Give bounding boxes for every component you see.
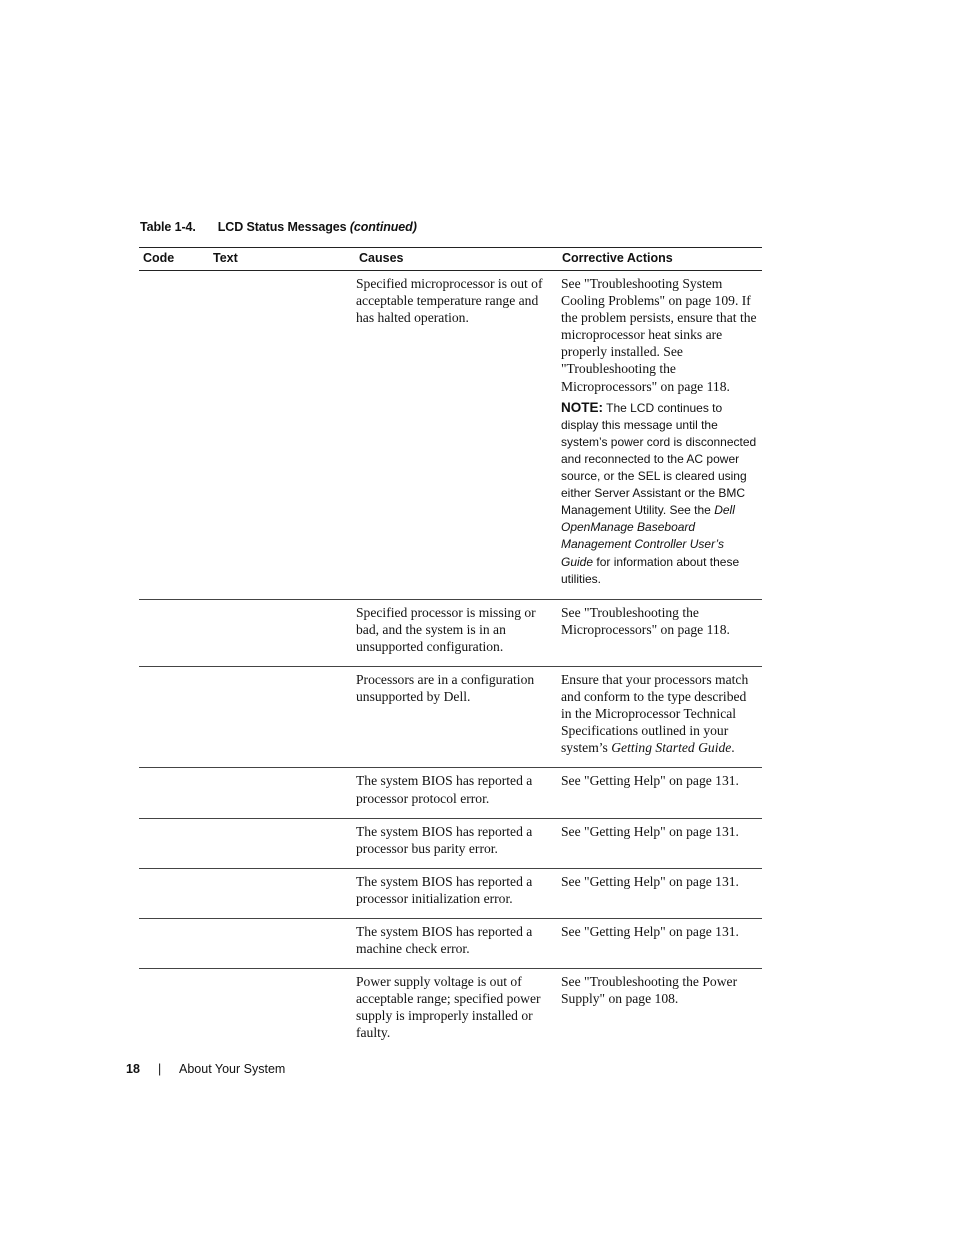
note-text-post: for information about these utilities. — [561, 554, 740, 586]
code-cell — [139, 919, 209, 969]
action-text: See "Troubleshooting System Cooling Problems" on page 109. If the problem persists, ensure that the microprocessor heat sinks are properly installed. See "Troubleshooting the Microprocessors" on page 118. — [561, 276, 757, 394]
lcd-status-messages-table — [139, 247, 762, 1053]
table-header-row — [139, 248, 762, 271]
action-cell: See "Getting Help" on page 131. — [558, 768, 762, 818]
table-row — [139, 599, 762, 666]
text-cell — [209, 599, 355, 666]
table-caption — [140, 220, 417, 234]
table-row — [139, 666, 762, 767]
action-text-post: . — [731, 740, 735, 756]
page-number: 18 — [126, 1062, 140, 1076]
note-guide-title: Dell OpenManage Baseboard Management Controller User’s Guide — [561, 503, 735, 569]
code-cell — [139, 666, 209, 767]
text-cell — [209, 818, 355, 868]
table-row — [139, 818, 762, 868]
text-cell — [209, 271, 355, 600]
note-label: NOTE: — [561, 399, 603, 415]
table-row — [139, 271, 762, 600]
table-row — [139, 868, 762, 918]
footer-separator: | — [158, 1062, 162, 1076]
cause-cell: Specified processor is missing or bad, and the system is in an unsupported configuration. — [355, 599, 558, 666]
text-cell — [209, 969, 355, 1053]
action-cell — [558, 271, 762, 600]
action-text-pre: Ensure that your processors match and conform to the type described in the Microprocessor Technical Specifications outlined in your system’s — [561, 671, 749, 756]
cause-cell: Specified microprocessor is out of acceptable temperature range and has halted operation. — [355, 271, 558, 600]
cause-cell: The system BIOS has reported a machine check error. — [355, 919, 558, 969]
cause-cell: Power supply voltage is out of acceptable range; specified power supply is improperly installed or faulty. — [356, 974, 541, 1041]
table-caption-title: LCD Status Messages — [217, 220, 347, 234]
table-caption-continued: (continued) — [349, 220, 417, 234]
cause-cell: The system BIOS has reported a processor bus parity error. — [355, 818, 558, 868]
cause-cell: The system BIOS has reported a processor initialization error. — [355, 868, 558, 918]
table-row — [139, 768, 762, 818]
footer-section-title: About Your System — [179, 1062, 286, 1076]
text-cell — [209, 666, 355, 767]
note-block — [561, 399, 758, 588]
text-cell — [209, 868, 355, 918]
action-cell: See "Troubleshooting the Microprocessors" on page 118. — [558, 599, 762, 666]
table-row — [139, 969, 762, 1053]
cause-cell: Processors are in a configuration unsupported by Dell. — [355, 666, 558, 767]
guide-title: Getting Started Guide — [611, 740, 732, 756]
cause-cell: The system BIOS has reported a processor protocol error. — [355, 768, 558, 818]
action-cell — [558, 666, 762, 767]
column-header-corrective-actions: Corrective Actions — [558, 248, 762, 271]
action-cell: See "Getting Help" on page 131. — [558, 818, 762, 868]
code-cell — [139, 271, 209, 600]
action-cell: See "Troubleshooting the Power Supply" on page 108. — [561, 974, 738, 1007]
column-header-code: Code — [139, 248, 209, 271]
note-text-pre: The LCD continues to display this message until the system’s power cord is disconnected and reconnected to the AC power source, or the SEL is cleared using either Server Assistant or the BMC Management Utility. See the — [561, 400, 757, 518]
column-header-causes: Causes — [355, 248, 558, 271]
column-header-text: Text — [209, 248, 355, 271]
text-cell — [209, 919, 355, 969]
code-cell — [139, 599, 209, 666]
code-cell — [139, 818, 209, 868]
action-cell: See "Getting Help" on page 131. — [558, 868, 762, 918]
table-row — [139, 919, 762, 969]
action-cell: See "Getting Help" on page 131. — [558, 919, 762, 969]
code-cell — [139, 969, 209, 1053]
table-caption-label: Table 1-4. — [140, 220, 196, 234]
text-cell — [209, 768, 355, 818]
code-cell — [139, 768, 209, 818]
code-cell — [139, 868, 209, 918]
